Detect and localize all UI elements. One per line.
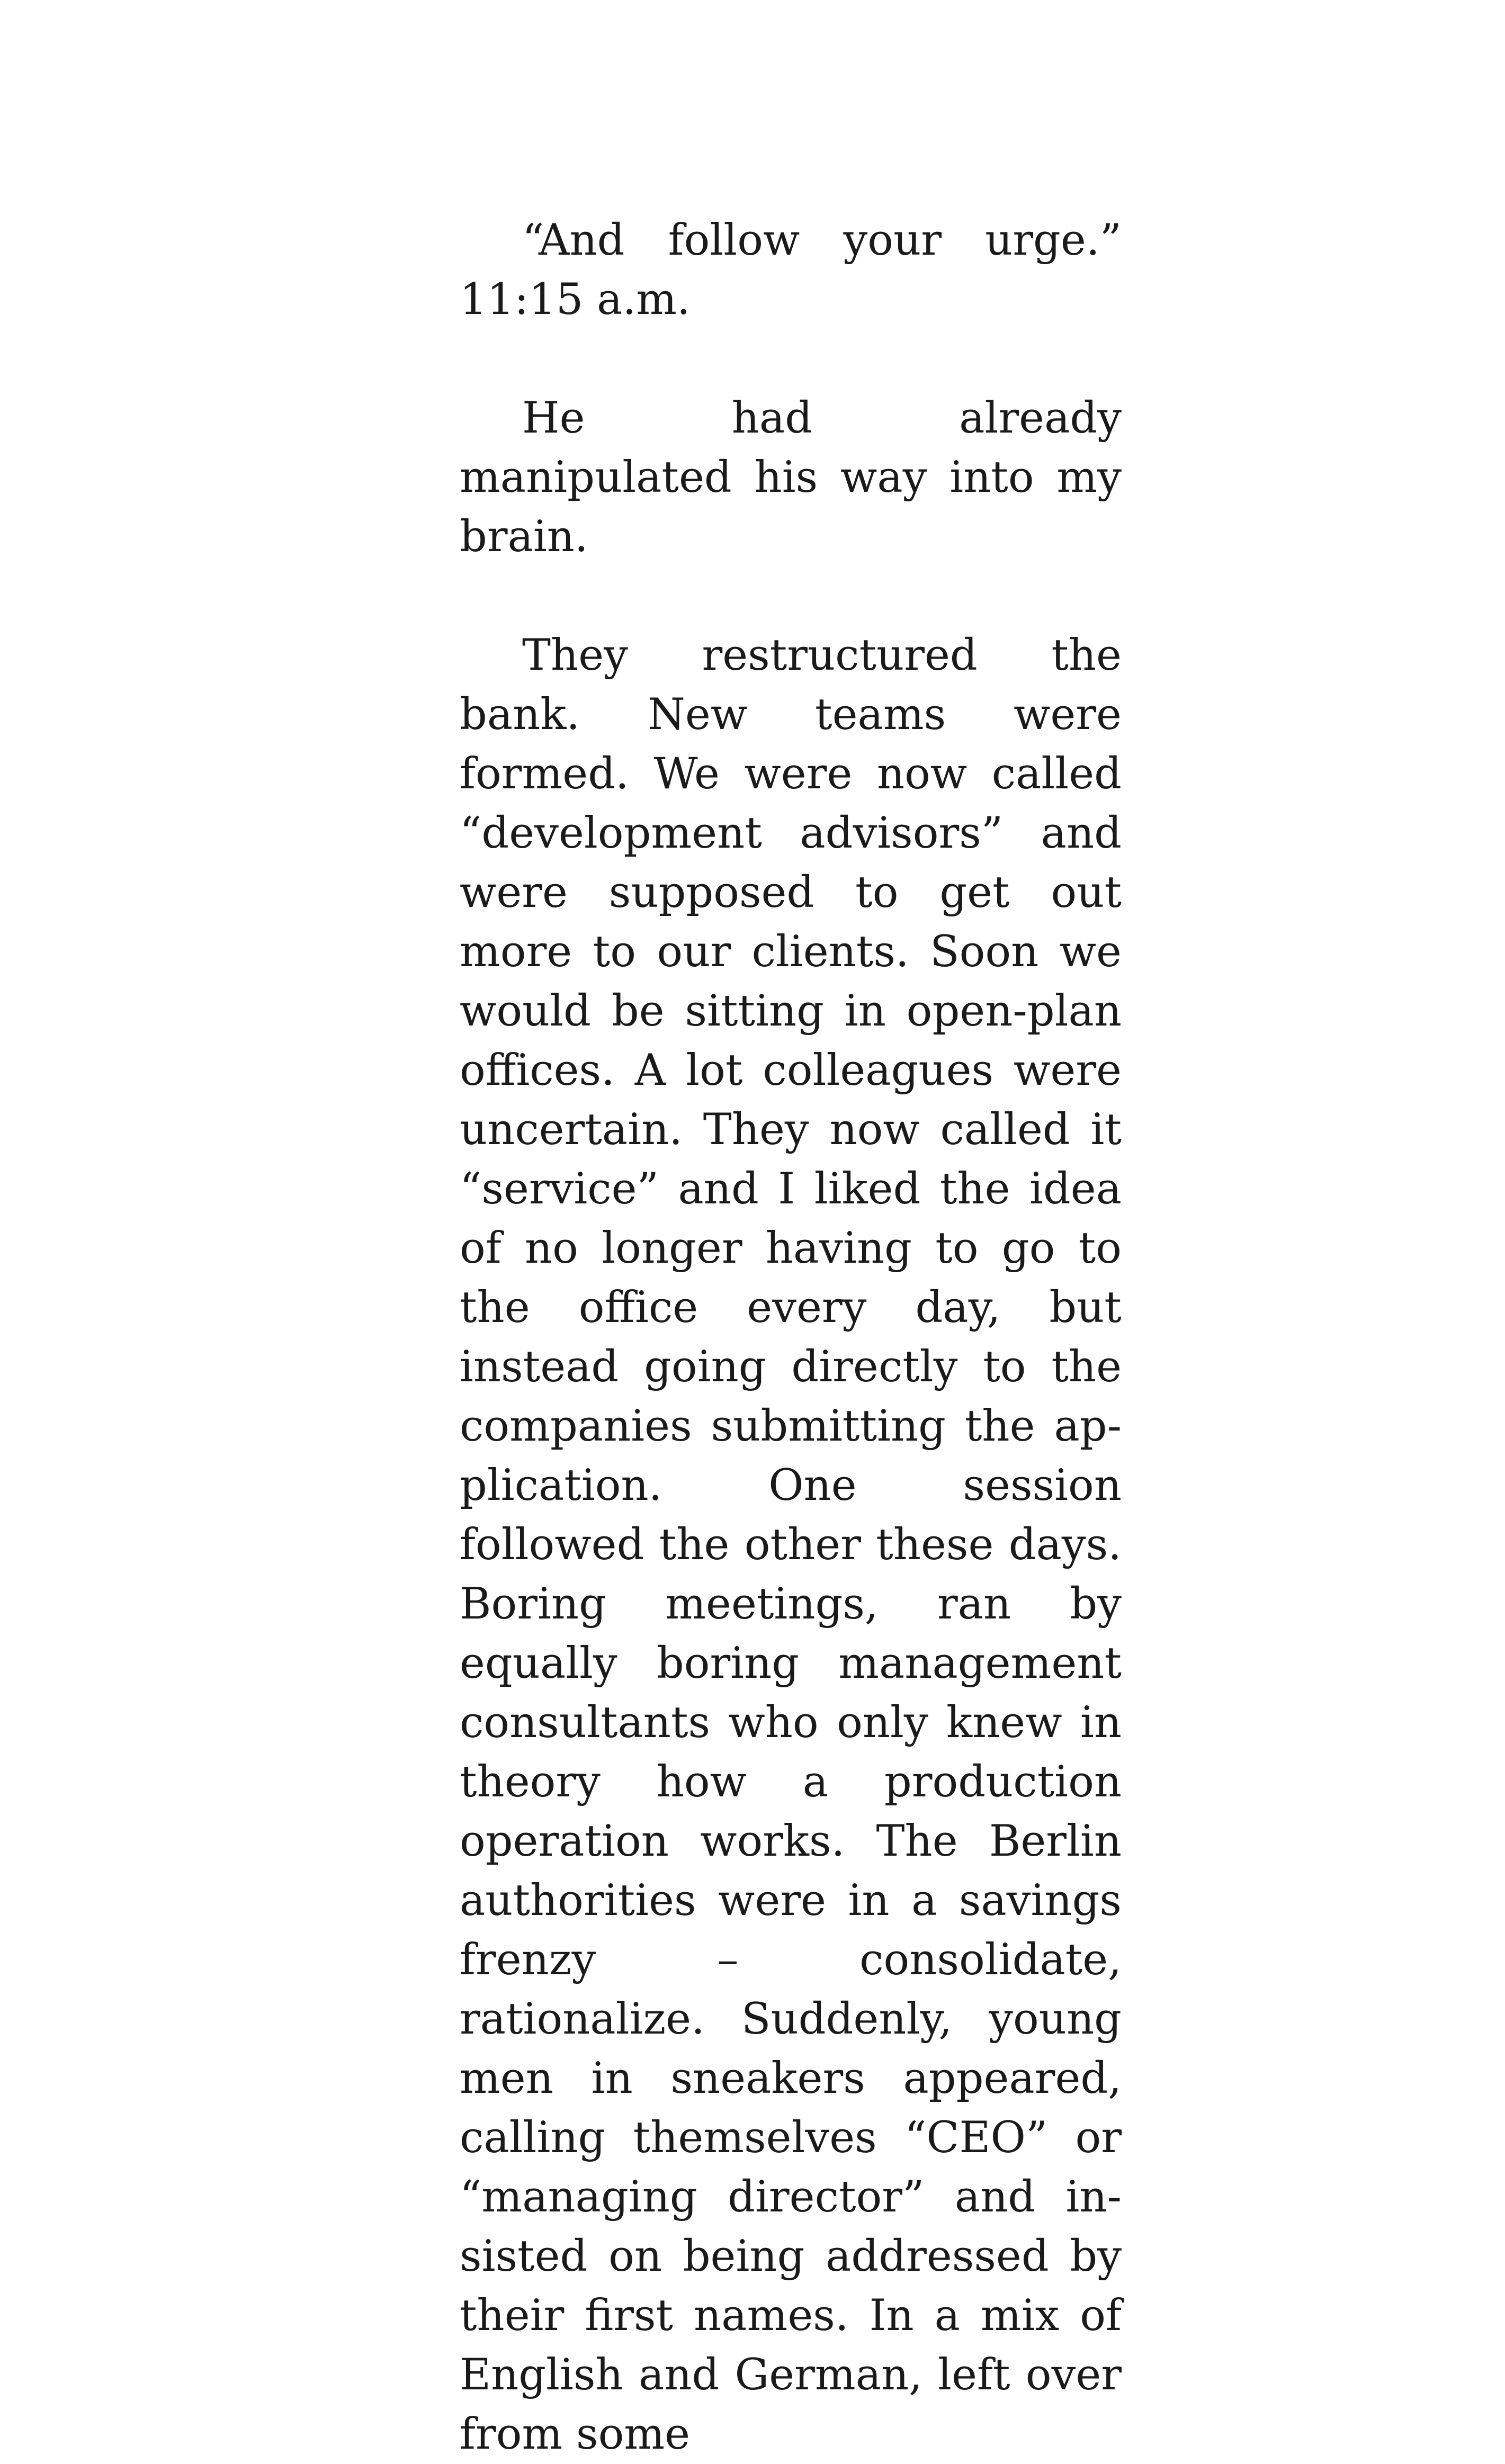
body-text-column xyxy=(460,211,1122,2464)
paragraph-manipulated: He had already manipulated his way into my brain. xyxy=(460,393,1122,562)
paragraph-quote-time: “And follow your urge.” 11:15 a.m. xyxy=(460,215,1122,325)
paragraph-restructured-bank: They restructured the bank. New teams were formed. We were now called “development advisors” and were supposed to get out more to our clients. Soon we would be sitting in open-plan offices. A lot colleagues were uncertain. They now called it “service” and I liked the idea of no longer having to go to the office every day, but instead going directly to the companies submitting the application. One session followed the other these days. Boring meetings, ran by equally boring management consultants who only knew in theory how a production operation works. The Berlin authorities were in a savings frenzy – consolidate, rationalize. Suddenly, young men in sneakers appeared, calling themselves “CEO” or “managing director” and insisted on being addressed by their first names. In a mix of English and German, left over from some xyxy=(460,631,1122,2459)
